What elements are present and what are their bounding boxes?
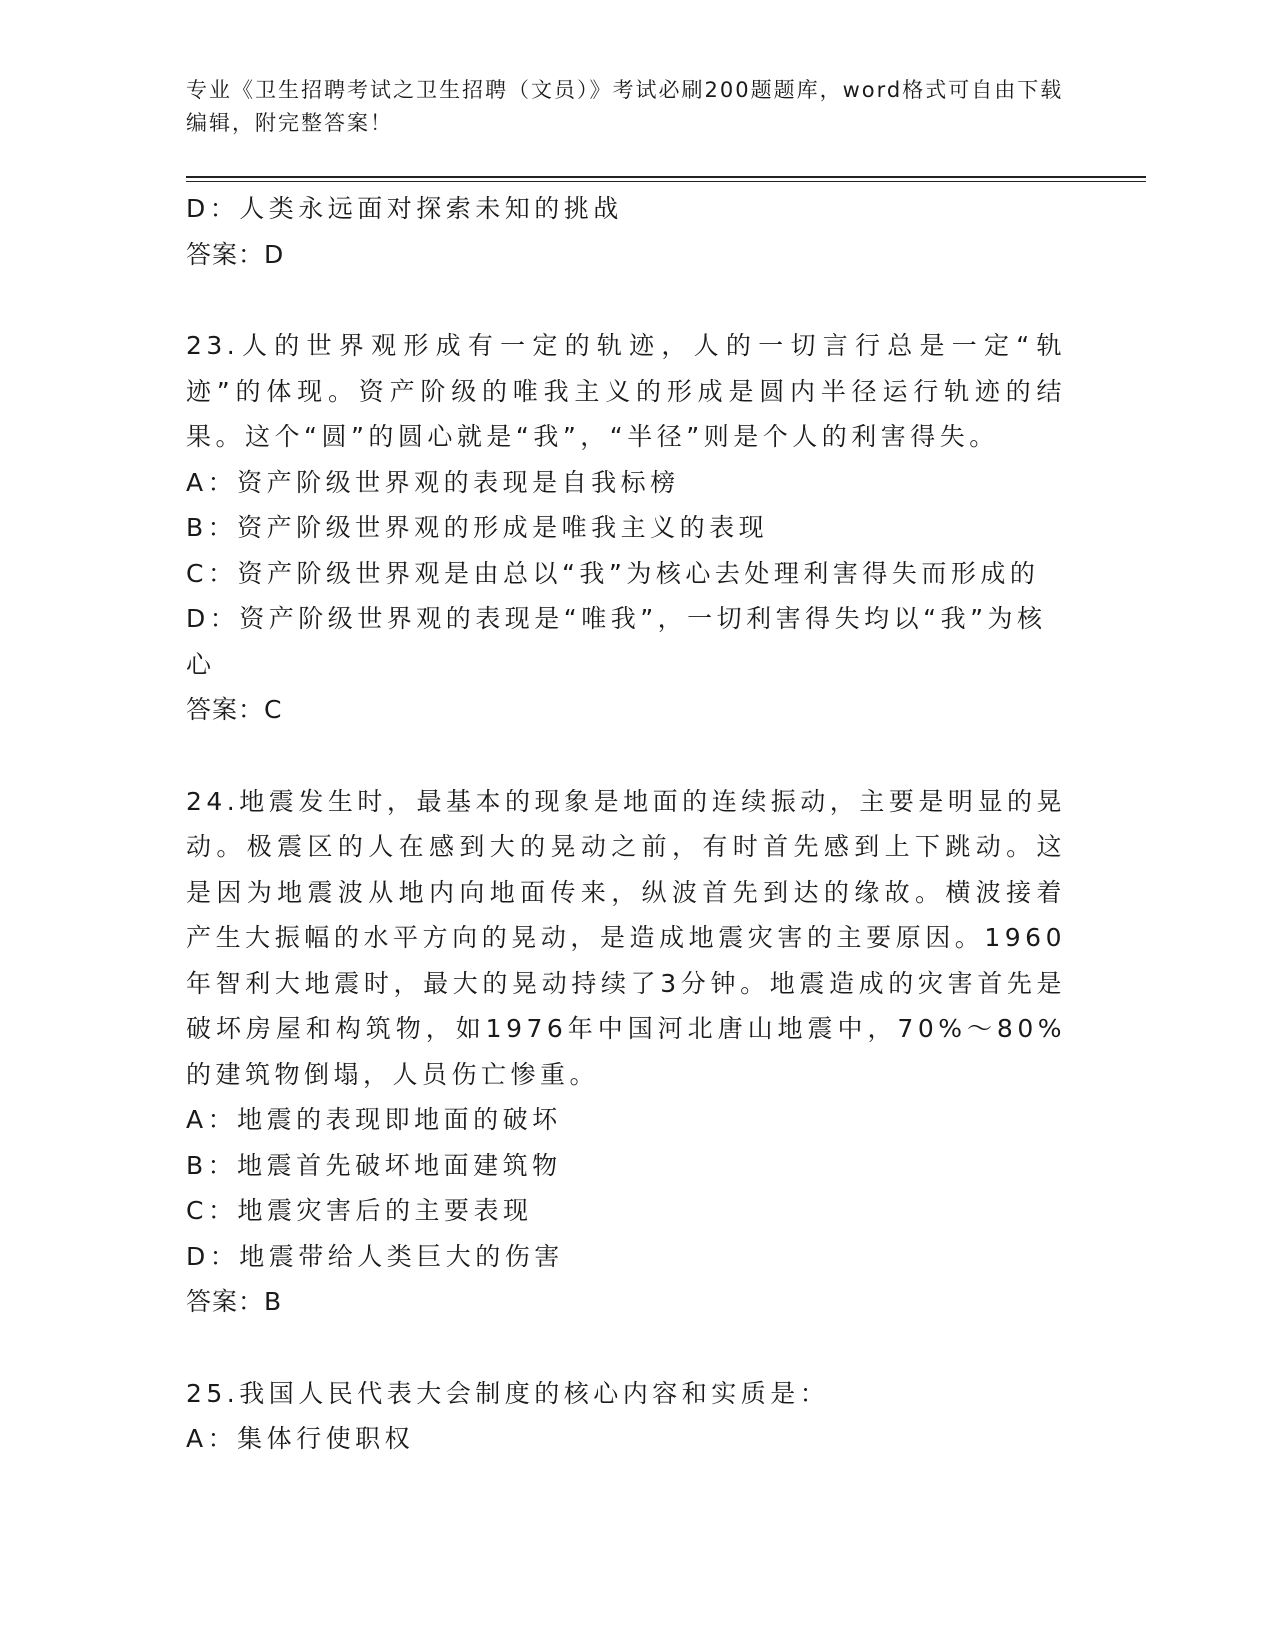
q22-answer: 答案：D <box>186 239 285 269</box>
page-header: 专业《卫生招聘考试之卫生招聘（文员）》考试必刷200题题库，word格式可自由下载编辑，附完整答案！ <box>186 78 1064 135</box>
q24-option-d: D：地震带给人类巨大的伤害 <box>186 1241 564 1271</box>
spacer <box>186 277 1066 323</box>
q24-stem: 24.地震发生时，最基本的现象是地面的连续振动，主要是明显的晃动。极震区的人在感到大的晃动之前，有时首先感到上下跳动。这是因为地震波从地内向地面传来，纵波首先到达的缘故。横波接着产生大振幅的水平方向的晃动，是造成地震灾害的主要原因。1960年智利大地震时，最大的晃动持续了3分钟。地震造成的灾害首先是破坏房屋和构筑物，如1976年中国河北唐山地震中，70%～80%的建筑物倒塌，人员伤亡惨重。 <box>186 786 1066 1089</box>
q23-stem: 23.人的世界观形成有一定的轨迹，人的一切言行总是一定“轨迹”的体现。资产阶级的唯我主义的形成是圆内半径运行轨迹的结果。这个“圆”的圆心就是“我”，“半径”则是个人的利害得失。 <box>186 331 1066 451</box>
question-24 <box>186 779 1066 1325</box>
q23-option-d: D：资产阶级世界观的表现是“唯我”，一切利害得失均以“我”为核心 <box>186 604 1047 679</box>
q24-option-a: A：地震的表现即地面的破坏 <box>186 1105 562 1134</box>
q25-option-a: A：集体行使职权 <box>186 1424 415 1453</box>
spacer <box>186 1325 1066 1371</box>
question-25 <box>186 1371 1066 1462</box>
q24-option-b: B：地震首先破坏地面建筑物 <box>186 1150 562 1180</box>
q22-option-d: D：人类永远面对探索未知的挑战 <box>186 194 623 223</box>
spacer <box>186 733 1066 779</box>
header-rule-thick <box>186 176 1146 178</box>
q23-option-b: B：资产阶级世界观的形成是唯我主义的表现 <box>186 513 769 542</box>
q24-answer: 答案：B <box>186 1287 283 1316</box>
q23-answer: 答案：C <box>186 695 283 724</box>
question-22 <box>186 186 1066 277</box>
q25-stem: 25.我国人民代表大会制度的核心内容和实质是： <box>186 1378 830 1408</box>
document-body <box>186 186 1066 1462</box>
header-rule-thin <box>186 181 1146 182</box>
q23-option-a: A：资产阶级世界观的表现是自我标榜 <box>186 467 680 497</box>
q24-option-c: C：地震灾害后的主要表现 <box>186 1196 533 1225</box>
question-23 <box>186 323 1066 733</box>
q23-option-c: C：资产阶级世界观是由总以“我”为核心去处理利害得失而形成的 <box>186 558 1040 588</box>
